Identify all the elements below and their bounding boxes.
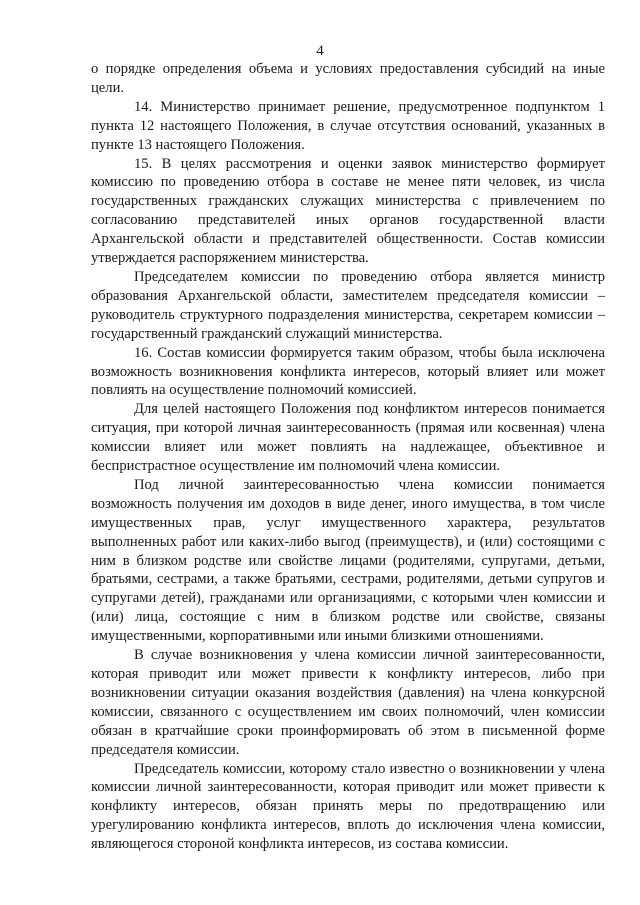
paragraph-chair-measures: Председатель комиссии, которому стало известно о возникновении у члена комиссии личной заинтересованности, которая приводит или может привести к конфликту интересов, обязан принять меры по предотвращению или урегулированию конфликта интересов, вплоть до исключения члена комиссии, являющегося стороной конфликта интересов, из состава комиссии.	[91, 760, 605, 853]
paragraph-clause-14: 14. Министерство принимает решение, предусмотренное подпунктом 1 пункта 12 настоящего Положения, в случае отсутствия оснований, указанных в пункте 13 настоящего Положения.	[91, 98, 605, 153]
paragraph-clause-16: 16. Состав комиссии формируется таким образом, чтобы была исключена возможность возникновения конфликта интересов, который влияет или может повлиять на осуществление полномочий комиссией.	[91, 344, 605, 399]
paragraph-notification-duty: В случае возникновения у члена комиссии личной заинтересованности, которая приводит или может привести к конфликту интересов, либо при возникновении ситуации оказания воздействия (давления) на члена конкурсной комиссии, связанного с осуществлением им своих полномочий, член комиссии обязан в кратчайшие сроки проинформировать об этом в письменной форме председателя комиссии.	[91, 647, 605, 758]
paragraph-commission-chair: Председателем комиссии по проведению отбора является министр образования Архангельской области, заместителем председателя комиссии – руководитель структурного подразделения министерства, секретарем комиссии – государственный гражданский служащий министерства.	[91, 268, 605, 342]
document-body	[91, 60, 605, 854]
paragraph-clause-15: 15. В целях рассмотрения и оценки заявок министерство формирует комиссию по проведению отбора в составе не менее пяти человек, из числа государственных гражданских служащих министерства с привлечением по согласованию представителей иных органов государственной власти Архангельской области и представителей общественности. Состав комиссии утверждается распоряжением министерства.	[91, 155, 605, 267]
paragraph-conflict-definition: Для целей настоящего Положения под конфликтом интересов понимается ситуация, при которой личная заинтересованность (прямая или косвенная) члена комиссии влияет или может повлиять на надлежащее, объективное и беспристрастное осуществление им полномочий члена комиссии.	[91, 401, 605, 475]
paragraph-personal-interest: Под личной заинтересованностью члена комиссии понимается возможность получения им доходов в виде денег, иного имущества, в том числе имущественных прав, услуг имущественного характера, результатов выполненных работ или каких-либо выгод (преимуществ), и (или) состоящими с ним в близком родстве или свойстве лицами (родителями, супругами, детьми, братьями, сестрами, а также братьями, сестрами, родителями, детьми супругов и супругами детей), гражданами или организациями, с которыми член комиссии и (или) лица, состоящие с ним в близком родстве или свойстве, связаны имущественными, корпоративными или иными близкими отношениями.	[91, 476, 605, 645]
paragraph-continuation: о порядке определения объема и условиях предоставления субсидий на иные цели.	[91, 61, 605, 96]
page-number: 4	[316, 43, 324, 59]
